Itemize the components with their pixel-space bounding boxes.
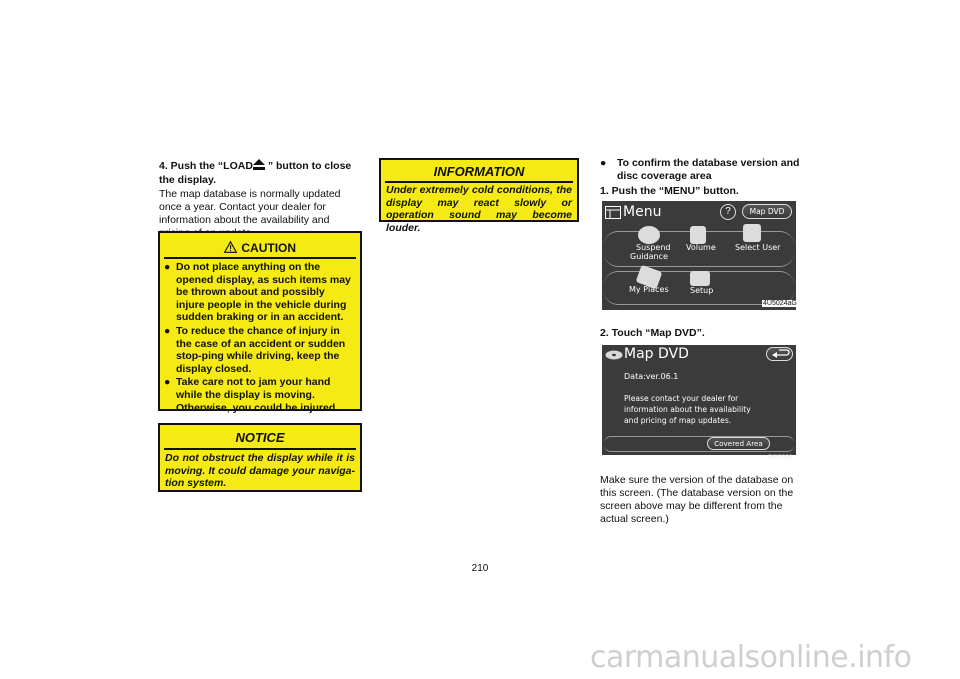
menu-icon xyxy=(605,206,621,219)
map-dvd-screenshot xyxy=(602,345,796,461)
notice-rule xyxy=(164,448,356,450)
caution-item-text: To reduce the chance of injury in the case of an accident or sudden stop-ping while driving, keep the display closed. xyxy=(176,324,346,375)
caution-heading xyxy=(160,239,360,257)
menu-screenshot xyxy=(602,201,796,310)
bullet-icon: ● xyxy=(600,157,607,169)
caution-item xyxy=(162,325,356,375)
caution-rule xyxy=(164,257,356,259)
caution-list xyxy=(162,261,356,415)
section-bullet-text: To confirm the database version and disc coverage area xyxy=(617,157,800,182)
volume-label: Volume xyxy=(686,243,716,252)
bullet-icon: ● xyxy=(164,261,171,273)
caution-box xyxy=(158,231,362,414)
information-box xyxy=(379,158,579,234)
information-title: INFORMATION xyxy=(433,164,525,179)
step-4-text-a: 4. Push the “LOAD xyxy=(159,160,253,172)
covered-area-button[interactable]: Covered Area xyxy=(707,437,770,450)
caution-item-text: Do not place anything on the opened display, as such items may be thrown about and possibly injure people in the vehicle during sudden braking or in an accident. xyxy=(176,261,351,324)
bullet-icon: ● xyxy=(164,376,171,389)
page-number: 210 xyxy=(471,563,489,574)
eject-icon xyxy=(253,159,265,170)
caution-item xyxy=(162,376,356,414)
message-line-1: Please contact your dealer for xyxy=(624,394,739,403)
data-version: Data:ver.06.1 xyxy=(624,372,679,381)
setup-icon[interactable] xyxy=(690,271,710,286)
step-2: 2. Touch “Map DVD”. xyxy=(600,327,705,339)
select-user-icon[interactable] xyxy=(743,224,761,242)
warning-icon xyxy=(224,241,237,253)
setup-label: Setup xyxy=(690,286,714,295)
suspend-guidance-icon[interactable] xyxy=(638,226,660,244)
caution-title: CAUTION xyxy=(241,241,297,255)
my-places-label: My Places xyxy=(629,285,669,294)
guidance-label: Guidance xyxy=(630,252,668,261)
bullet-icon: ● xyxy=(164,324,171,337)
map-dvd-button[interactable]: Map DVD xyxy=(742,204,792,219)
map-dvd-title: Map DVD xyxy=(624,346,689,362)
notice-body: Do not obstruct the display while it is moving. It could damage your naviga-tion system. xyxy=(165,452,355,490)
step-4 xyxy=(159,159,362,187)
back-button[interactable] xyxy=(766,347,793,361)
information-body: Under extremely cold conditions, the display may react slowly or operation sound may become louder. xyxy=(386,184,572,234)
suspend-label: Suspend xyxy=(636,243,671,252)
information-rule xyxy=(385,181,573,183)
section-bullet xyxy=(600,157,800,183)
volume-icon[interactable] xyxy=(690,226,706,244)
help-button[interactable]: ? xyxy=(720,204,736,220)
caution-item xyxy=(162,261,356,324)
figure-code: 4U5024aG xyxy=(763,300,797,307)
message-line-3: and pricing of map updates. xyxy=(624,416,732,425)
step-1: 1. Push the “MENU” button. xyxy=(600,185,739,197)
step-4-text-b: ” button to close the display. xyxy=(159,160,352,186)
version-paragraph: Make sure the version of the database on this screen. (The database version on the screen above may be different from the actual screen.) xyxy=(600,474,794,525)
message-line-2: information about the availability xyxy=(624,405,751,414)
update-paragraph: The map database is normally updated once a year. Contact your dealer for information about the availability and xyxy=(159,188,341,226)
notice-title: NOTICE xyxy=(235,430,285,445)
caution-item-text: Take care not to jam your hand while the display is moving. Otherwise, you could be injured. xyxy=(176,376,339,414)
return-arrow-icon xyxy=(767,348,794,362)
disc-icon xyxy=(605,350,623,360)
watermark: carmanualsonline.info xyxy=(590,640,912,675)
select-user-label: Select User xyxy=(735,243,781,252)
figure-code: R8I2001 xyxy=(768,454,793,461)
notice-box xyxy=(158,423,362,492)
menu-title: Menu xyxy=(623,204,662,220)
